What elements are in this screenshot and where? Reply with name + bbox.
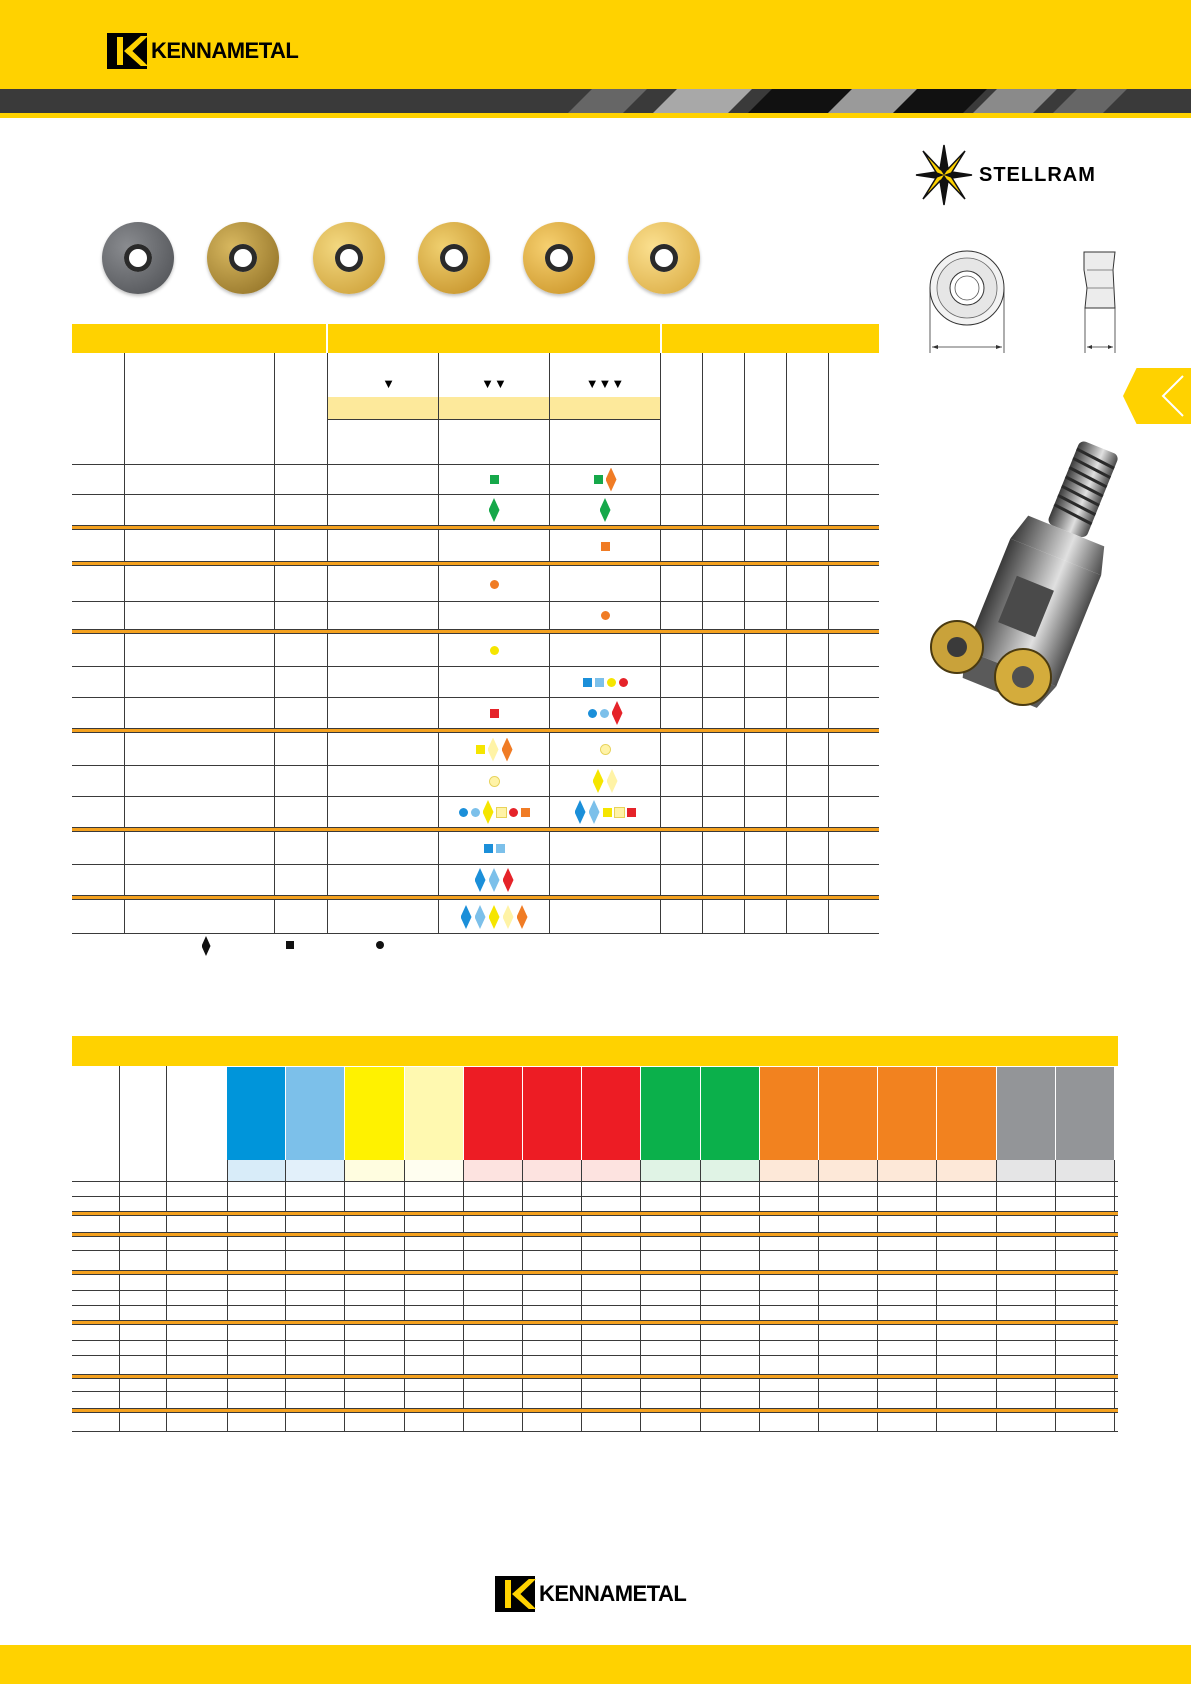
- footer-k-mark-icon: [495, 1576, 535, 1612]
- material-swatch-1: [227, 1067, 285, 1160]
- material-tint-4: [405, 1160, 463, 1181]
- square-marker: [627, 808, 636, 817]
- square-marker: [490, 709, 499, 718]
- material-swatch-6: [523, 1067, 581, 1160]
- row-separator: [72, 1196, 1118, 1197]
- material-tint-14: [997, 1160, 1055, 1181]
- kennametal-logo: [107, 33, 298, 69]
- diamond-marker: [606, 468, 617, 492]
- row-separator: [72, 1305, 1118, 1306]
- material-table-header-bar: [72, 1036, 1118, 1066]
- group-separator: [72, 1408, 1118, 1413]
- material-swatch-8: [641, 1067, 699, 1160]
- diamond-marker: [593, 769, 604, 793]
- diamond-marker: [502, 738, 513, 762]
- light-load-symbol: ▼: [382, 376, 395, 391]
- medium-load-symbol: ▼▼: [481, 376, 507, 391]
- circle-marker: [600, 709, 609, 718]
- header-yellow-line: [0, 113, 1191, 118]
- circle-marker: [490, 646, 499, 655]
- circle-marker: [509, 808, 518, 817]
- grade-cell-heavy-row-2: [550, 495, 660, 525]
- material-swatch-11: [819, 1067, 877, 1160]
- material-tint-5: [464, 1160, 522, 1181]
- material-swatch-15: [1056, 1067, 1114, 1160]
- diamond-marker: [503, 868, 514, 892]
- milling-cutter-image: [905, 425, 1125, 725]
- grade-cell-heavy-row-11: [550, 797, 660, 827]
- diamond-marker: [503, 905, 514, 929]
- square-marker: [615, 808, 624, 817]
- insert-image-gold-2: [523, 222, 595, 294]
- stellram-logo: [915, 143, 1096, 207]
- chevron-left-icon: [1123, 368, 1191, 424]
- insert-image-gold-3: [628, 222, 700, 294]
- diamond-marker: [488, 738, 499, 762]
- square-marker: [476, 745, 485, 754]
- stellram-star-icon: [915, 143, 973, 207]
- grade-cell-heavy-row-10: [550, 766, 660, 796]
- diamond-marker: [489, 905, 500, 929]
- insert-image-gold-chipbreaker: [418, 222, 490, 294]
- group-separator: [72, 1211, 1118, 1216]
- footer-kennametal-logo: [495, 1576, 686, 1612]
- circle-marker: [490, 580, 499, 589]
- footer-band: [0, 1645, 1191, 1684]
- square-marker: [603, 808, 612, 817]
- diamond-marker: [612, 701, 623, 725]
- group-separator: [72, 1374, 1118, 1379]
- row-separator: [72, 1391, 1118, 1392]
- diamond-marker: [461, 905, 472, 929]
- insert-dimension-drawing: [925, 248, 1125, 358]
- legend-circle-symbol: [376, 941, 384, 949]
- diamond-marker: [483, 800, 494, 824]
- insert-image-grey: [102, 222, 174, 294]
- diamond-marker: [475, 868, 486, 892]
- square-marker: [601, 542, 610, 551]
- material-tint-15: [1056, 1160, 1114, 1181]
- heavy-load-symbol: ▼▼▼: [585, 376, 625, 391]
- square-marker: [484, 844, 493, 853]
- circle-marker: [607, 678, 616, 687]
- row-separator: [72, 1250, 1118, 1251]
- row-separator: [72, 1181, 1118, 1182]
- material-swatch-12: [878, 1067, 936, 1160]
- diamond-marker: [517, 905, 528, 929]
- material-swatch-13: [937, 1067, 995, 1160]
- material-tint-1: [227, 1160, 285, 1181]
- square-marker: [583, 678, 592, 687]
- kennametal-wordmark: KENNAMETAL: [151, 38, 299, 63]
- group-separator: [72, 1232, 1118, 1237]
- square-marker: [594, 475, 603, 484]
- material-swatch-7: [582, 1067, 640, 1160]
- circle-marker: [619, 678, 628, 687]
- diamond-marker: [600, 498, 611, 522]
- grade-cell-medium-row-9: [439, 734, 549, 765]
- grade-cell-medium-row-6: [439, 635, 549, 666]
- material-tint-2: [286, 1160, 344, 1181]
- diamond-marker: [475, 905, 486, 929]
- grade-cell-heavy-row-5: [550, 602, 660, 629]
- diamond-marker: [607, 769, 618, 793]
- insert-image-bronze: [207, 222, 279, 294]
- circle-marker: [459, 808, 468, 817]
- grade-cell-heavy-row-8: [550, 698, 660, 728]
- row-separator: [72, 1355, 1118, 1356]
- square-marker: [496, 844, 505, 853]
- grade-cell-heavy-row-7: [550, 667, 660, 697]
- material-swatch-4: [405, 1067, 463, 1160]
- row-separator: [72, 1431, 1118, 1432]
- material-swatch-9: [701, 1067, 759, 1160]
- grade-cell-medium-row-8: [439, 698, 549, 728]
- square-marker: [490, 475, 499, 484]
- material-tint-6: [523, 1160, 581, 1181]
- grade-cell-medium-row-4: [439, 567, 549, 601]
- diamond-marker: [575, 800, 586, 824]
- material-tint-3: [345, 1160, 403, 1181]
- legend-square-symbol: [286, 941, 294, 949]
- grade-cell-medium-row-13: [439, 865, 549, 895]
- group-separator: [72, 1270, 1118, 1275]
- circle-marker: [601, 611, 610, 620]
- grade-cell-medium-row-1: [439, 465, 549, 494]
- material-swatch-10: [760, 1067, 818, 1160]
- square-marker: [497, 808, 506, 817]
- row-separator: [72, 1290, 1118, 1291]
- circle-marker: [490, 777, 499, 786]
- material-tint-8: [641, 1160, 699, 1181]
- material-tint-9: [701, 1160, 759, 1181]
- legend-diamond-symbol: [200, 936, 212, 956]
- material-tint-12: [878, 1160, 936, 1181]
- material-tint-10: [760, 1160, 818, 1181]
- grade-cell-heavy-row-9: [550, 734, 660, 765]
- grade-cell-medium-row-10: [439, 766, 549, 796]
- material-tint-7: [582, 1160, 640, 1181]
- grade-cell-medium-row-12: [439, 833, 549, 864]
- stellram-wordmark: STELLRAM: [979, 163, 1096, 186]
- row-separator: [72, 1340, 1118, 1341]
- grade-cell-heavy-row-1: [550, 465, 660, 494]
- footer-wordmark: KENNAMETAL: [539, 1581, 687, 1606]
- material-swatch-14: [997, 1067, 1055, 1160]
- material-tint-13: [937, 1160, 995, 1181]
- section-tab: [1123, 368, 1191, 424]
- grade-cell-medium-row-14: [439, 901, 549, 933]
- table-header-bar: [72, 324, 879, 353]
- group-separator: [72, 1320, 1118, 1325]
- load-subheader-bar: [328, 397, 660, 419]
- grade-cell-medium-row-2: [439, 495, 549, 525]
- square-marker: [521, 808, 530, 817]
- material-tint-11: [819, 1160, 877, 1181]
- circle-marker: [471, 808, 480, 817]
- circle-marker: [588, 709, 597, 718]
- grade-cell-medium-row-11: [439, 797, 549, 827]
- material-swatch-2: [286, 1067, 344, 1160]
- diamond-marker: [589, 800, 600, 824]
- square-marker: [595, 678, 604, 687]
- material-swatch-3: [345, 1067, 403, 1160]
- insert-image-gold-1: [313, 222, 385, 294]
- material-swatch-5: [464, 1067, 522, 1160]
- k-mark-icon: [107, 33, 147, 69]
- diamond-marker: [489, 868, 500, 892]
- grade-cell-heavy-row-3: [550, 531, 660, 561]
- header-stripe-band: [0, 89, 1191, 113]
- diamond-marker: [489, 498, 500, 522]
- circle-marker: [601, 745, 610, 754]
